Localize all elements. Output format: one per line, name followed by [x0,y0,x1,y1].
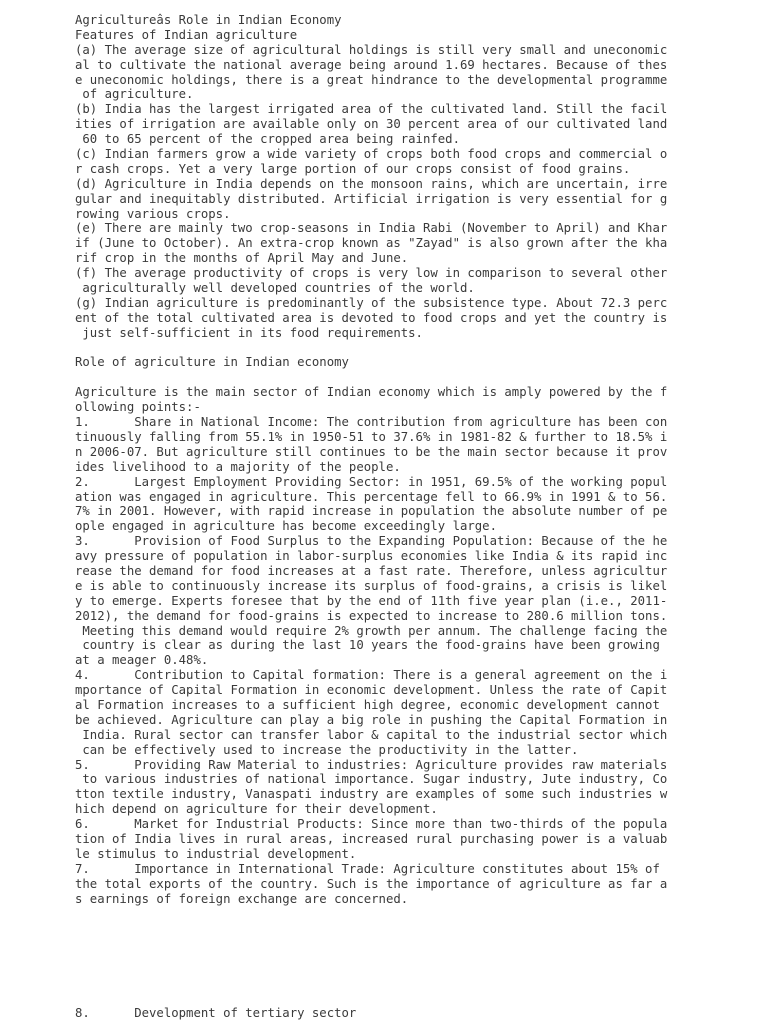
text-line: if (June to October). An extra-crop known as "Zayad" is also grown after the kha [75,236,668,251]
text-line: 60 to 65 percent of the cropped area being rainfed. [75,132,460,147]
text-line: Features of Indian agriculture [75,27,298,42]
document-body [75,13,755,906]
text-line: ent of the total cultivated area is devoted to food crops and yet the country is [75,310,668,325]
text-line: e is able to continuously increase its surplus of food-grains, a crisis is likel [75,578,668,593]
text-line: (f) The average productivity of crops is very low in comparison to several other [75,266,668,281]
text-line: 1. Share in National Income: The contribution from agriculture has been con [75,415,668,430]
text-line: e uneconomic holdings, there is a great hindrance to the developmental programme [75,72,668,87]
text-line: ollowing points:- [75,400,201,415]
blank-line [75,370,755,385]
text-line: agriculturally well developed countries of the world. [75,281,475,296]
text-line: can be effectively used to increase the productivity in the latter. [75,742,579,757]
text-line: r cash crops. Yet a very large portion of our crops consist of food grains. [75,161,631,176]
text-line: ation was engaged in agriculture. This percentage fell to 66.9% in 1991 & to 56. [75,489,668,504]
text-line: s earnings of foreign exchange are concerned. [75,891,409,906]
text-line: 6. Market for Industrial Products: Since more than two-thirds of the popula [75,817,668,832]
text-line: tion of India lives in rural areas, increased rural purchasing power is a valuab [75,831,668,846]
text-line: of agriculture. [75,87,194,102]
text-line: 7% in 2001. However, with rapid increase in population the absolute number of pe [75,504,668,519]
text-line: country is clear as during the last 10 years the food-grains have been growing [75,638,660,653]
text-line: 2. Largest Employment Providing Sector: in 1951, 69.5% of the working popul [75,474,668,489]
text-line: gular and inequitably distributed. Artificial irrigation is very essential for g [75,191,668,206]
text-line: rowing various crops. [75,206,231,221]
text-line: 7. Importance in International Trade: Agriculture constitutes about 15% of [75,861,660,876]
text-line: Agriculture is the main sector of Indian economy which is amply powered by the f [75,385,668,400]
text-line: (c) Indian farmers grow a wide variety of crops both food crops and commercial o [75,147,668,162]
text-line: (e) There are mainly two crop-seasons in India Rabi (November to April) and Khar [75,221,668,236]
text-line: Meeting this demand would require 2% growth per annum. The challenge facing the [75,623,668,638]
text-line: ities of irrigation are available only on 30 percent area of our cultivated land [75,117,668,132]
text-line: (b) India has the largest irrigated area of the cultivated land. Still the facil [75,102,668,117]
text-line: (g) Indian agriculture is predominantly of the subsistence type. About 72.3 perc [75,295,668,310]
text-line: 2012), the demand for food-grains is expected to increase to 280.6 million tons. [75,608,668,623]
text-line: tinuously falling from 55.1% in 1950-51 to 37.6% in 1981-82 & further to 18.5% i [75,429,668,444]
text-line: Agricultureâs Role in Indian Economy [75,13,342,27]
text-line: 5. Providing Raw Material to industries: Agriculture provides raw materials [75,757,668,772]
text-line: le stimulus to industrial development. [75,846,357,861]
text-line: avy pressure of population in labor-surplus economies like India & its rapid inc [75,549,668,564]
text-line: (a) The average size of agricultural holdings is still very small and uneconomic [75,42,668,57]
text-line: 4. Contribution to Capital formation: There is a general agreement on the i [75,668,668,683]
text-line: mportance of Capital Formation in economic development. Unless the rate of Capit [75,683,668,698]
text-line: at a meager 0.48%. [75,653,209,668]
text-line: al Formation increases to a sufficient high degree, economic development cannot [75,697,660,712]
blank-line [75,341,755,356]
text-line: the total exports of the country. Such is the importance of agriculture as far a [75,876,668,891]
text-line: rif crop in the months of April May and June. [75,251,409,266]
text-line: to various industries of national importance. Sugar industry, Jute industry, Co [75,772,668,787]
text-line: India. Rural sector can transfer labor & capital to the industrial sector which [75,727,668,742]
text-line: tton textile industry, Vanaspati industry are examples of some such industries w [75,787,668,802]
text-line: 3. Provision of Food Surplus to the Expanding Population: Because of the he [75,534,668,549]
text-line: Role of agriculture in Indian economy [75,355,349,370]
text-line: ople engaged in agriculture has become exceedingly large. [75,519,497,534]
text-line: y to emerge. Experts foresee that by the end of 11th five year plan (i.e., 2011- [75,593,668,608]
text-line: ides livelihood to a majority of the people. [75,459,401,474]
text-line: hich depend on agriculture for their development. [75,802,438,817]
text-line: al to cultivate the national average being around 1.69 hectares. Because of thes [75,57,668,72]
text-line: (d) Agriculture in India depends on the monsoon rains, which are uncertain, irre [75,176,668,191]
text-line: rease the demand for food increases at a fast rate. Therefore, unless agricultur [75,563,668,578]
text-line: n 2006-07. But agriculture still continues to be the main sector because it prov [75,444,668,459]
text-line: just self-sufficient in its food requirements. [75,325,423,340]
text-line: be achieved. Agriculture can play a big role in pushing the Capital Formation in [75,712,668,727]
list-item-8: 8. Development of tertiary sector [75,1006,357,1020]
